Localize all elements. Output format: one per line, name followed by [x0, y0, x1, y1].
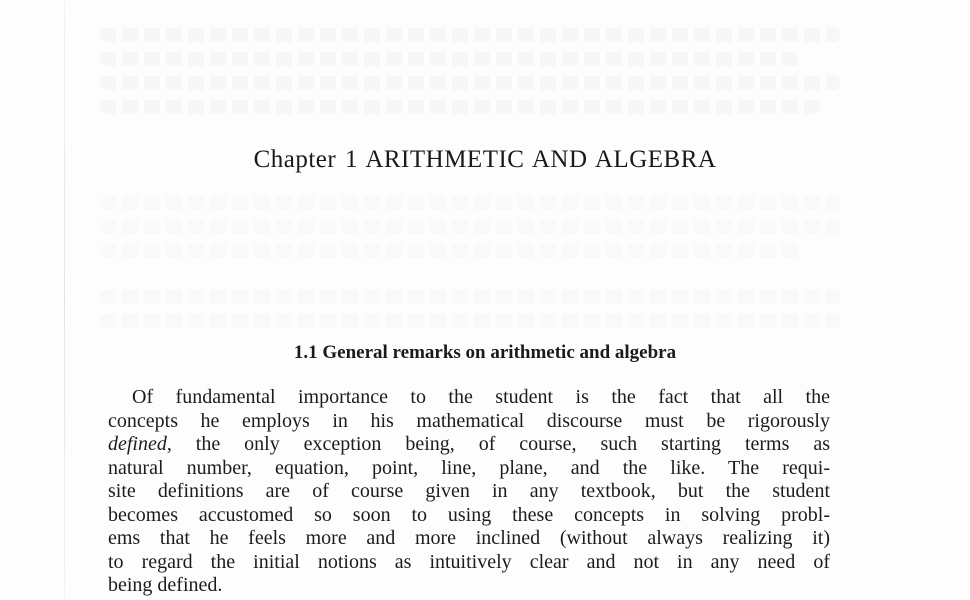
line-text: being defined.: [108, 574, 223, 596]
line-text: site definitions are of course given in any textbook, but the student: [108, 480, 830, 502]
line-text: to regard the initial notions as intuitively clear and not in any need of: [108, 550, 830, 573]
show-through-text: [100, 196, 840, 210]
show-through-text: [100, 52, 800, 66]
body-paragraph: [108, 386, 830, 598]
paragraph-line: [108, 457, 830, 481]
page-gutter-shadow: [64, 0, 65, 600]
line-text: , the only exception being, of course, such starting terms as: [166, 433, 830, 455]
paragraph-line: [108, 504, 830, 528]
paragraph-line: [108, 551, 830, 575]
show-through-text: [100, 290, 840, 304]
line-text: natural number, equation, point, line, plane, and the like. The requi-: [108, 456, 830, 479]
show-through-text: [100, 76, 840, 90]
show-through-text: [100, 100, 820, 114]
line-text: becomes accustomed so soon to using these concepts in solving probl-: [108, 503, 830, 526]
show-through-text: [100, 314, 840, 328]
emphasized-term: defined: [108, 433, 167, 455]
show-through-text: [100, 244, 800, 258]
paragraph-line: [108, 433, 830, 457]
chapter-title: Chapter 1 ARITHMETIC AND ALGEBRA: [253, 146, 717, 173]
line-text: concepts he employs in his mathematical discourse must be rigorously: [108, 409, 830, 432]
line-text: Of fundamental importance to the student is the fact that all the: [132, 386, 830, 408]
section-title: 1.1 General remarks on arithmetic and algebra: [293, 342, 677, 363]
paragraph-line: [108, 480, 830, 504]
line-text: ems that he feels more and more inclined (without always realizing it): [108, 527, 830, 549]
paragraph-line: [108, 410, 830, 434]
paragraph-line: [108, 386, 830, 410]
show-through-text: [100, 28, 840, 42]
show-through-text: [100, 220, 840, 234]
paragraph-line: [108, 574, 830, 598]
paragraph-line: [108, 527, 830, 551]
